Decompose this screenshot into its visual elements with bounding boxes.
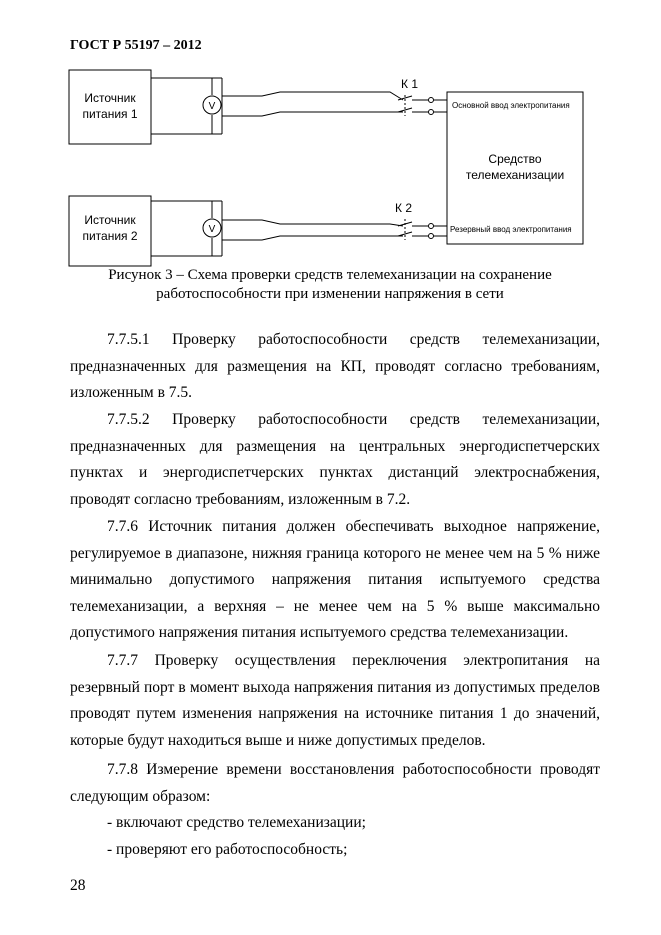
- figure-caption-line1: Рисунок 3 – Схема проверки средств телемеханизации на сохранение: [108, 267, 552, 283]
- device-label-line2: телемеханизации: [465, 168, 565, 182]
- source-2-label-line1: Источник: [84, 213, 136, 227]
- switch-k2-label: К 2: [395, 201, 412, 215]
- paragraph-text: Проверку работоспособности средств телемеханизации, предназначенных для размещения на центральных энергодиспетчерских пунктах и энергодиспетчерских пунктах дистанций электроснабжения, проводят согласно требованиям, изложенным в 7.2.: [70, 411, 601, 508]
- paragraph-text: Источник питания должен обеспечивать выходное напряжение, регулируемое в диапазоне, нижняя граница которого не менее чем на 5 % ниже минимально допустимого напряжения питания испытуемого средства телемеханизации, а верхняя – не менее чем на 5 % выше максимально допустимого напряжения питания испытуемого средства телемеханизации.: [70, 518, 600, 641]
- paragraph-7-7-5-2: [70, 407, 600, 513]
- test-circuit-diagram: [0, 0, 661, 270]
- paragraph-number: 7.7.5.2: [107, 411, 150, 428]
- document-header: ГОСТ Р 55197 – 2012: [70, 38, 202, 53]
- list-item: - проверяют его работоспособность;: [107, 840, 348, 858]
- source-1-label-line1: Источник: [84, 91, 136, 105]
- paragraph-7-7-6: [70, 514, 600, 647]
- figure-caption-line2: работоспособности при изменении напряжения в сети: [156, 286, 504, 302]
- list-item: - включают средство телемеханизации;: [107, 814, 366, 831]
- paragraph-number: 7.7.7: [107, 652, 138, 669]
- paragraph-text: Проверку осуществления переключения электропитания на резервный порт в момент выхода напряжения питания из допустимых пределов проводят путем изменения напряжения на источнике питания 1 до значений, которые будут находиться выше и ниже допустимых пределов.: [70, 652, 600, 749]
- paragraph-text: Проверку работоспособности средств телемеханизации, предназначенных для размещения на КП, проводят согласно требованиям, изложенным в 7.5.: [70, 331, 601, 401]
- page-number: 28: [70, 877, 86, 894]
- paragraph-text: Измерение времени восстановления работоспособности проводят следующим образом:: [70, 761, 600, 805]
- paragraph-7-7-7: [70, 648, 600, 754]
- source-1-label-line2: питания 1: [82, 107, 138, 121]
- source-2-label-line2: питания 2: [82, 229, 138, 243]
- figure-caption: [70, 266, 590, 304]
- voltmeter-2-label: V: [208, 224, 216, 235]
- switch-k1-label: К 1: [401, 77, 418, 91]
- paragraph-number: 7.7.6: [107, 518, 138, 535]
- paragraph-number: 7.7.8: [107, 761, 138, 778]
- procedure-list: [107, 810, 366, 863]
- paragraph-7-7-8: [70, 757, 600, 810]
- paragraph-7-7-5-1: [70, 327, 600, 407]
- device-label-line1: Средство: [488, 152, 542, 166]
- backup-input-label: Резервный ввод электропитания: [450, 225, 572, 234]
- paragraph-number: 7.7.5.1: [107, 331, 150, 348]
- voltmeter-1-label: V: [208, 101, 216, 112]
- main-input-label: Основной ввод электропитания: [452, 101, 570, 110]
